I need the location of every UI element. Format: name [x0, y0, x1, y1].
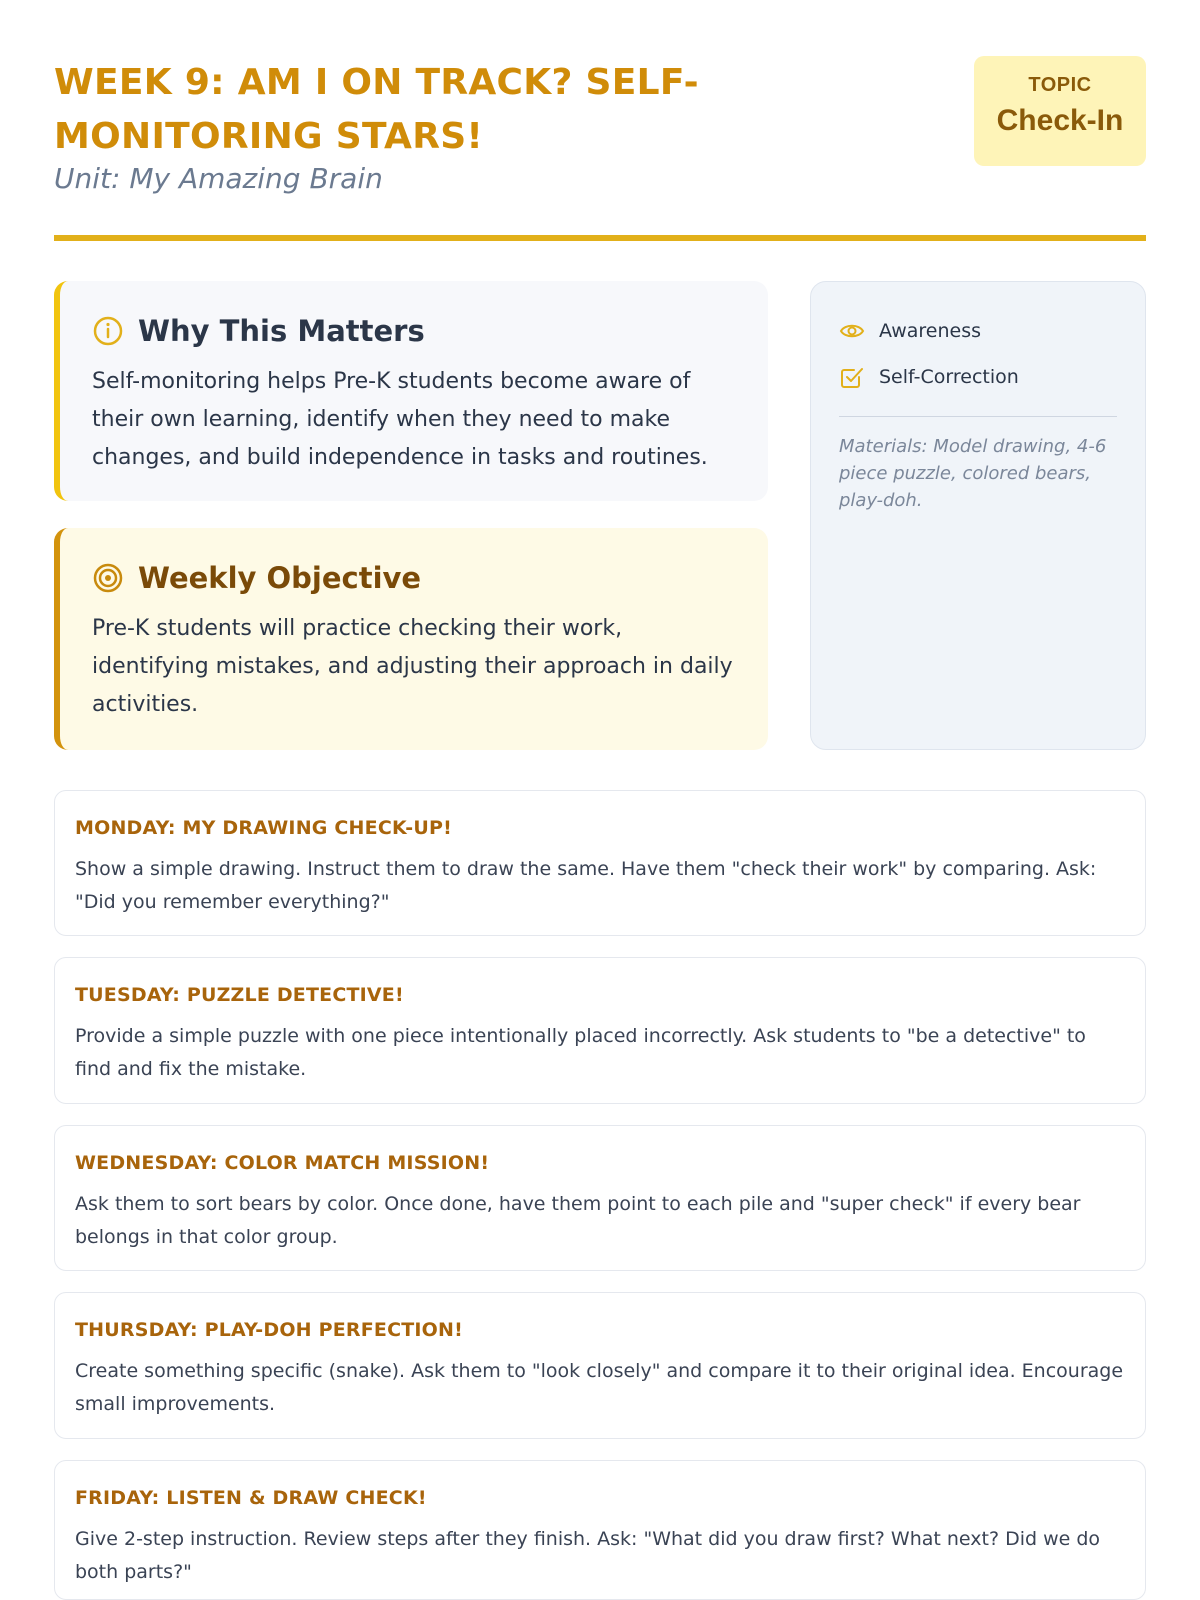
day-card-monday: [54, 790, 1146, 936]
side-item-self-correction: [839, 354, 1117, 400]
eye-icon: [839, 318, 865, 344]
why-title: Why This Matters: [138, 314, 425, 348]
day-text: Show a simple drawing. Instruct them to draw the same. Have them "check their work" by comparing. Ask: "Did you remember everything?": [75, 858, 1097, 913]
lesson-plan-page: [54, 0, 1146, 1600]
page-title: WEEK 9: AM I ON TRACK? SELF-MONITORING STARS!: [54, 62, 699, 157]
day-text: Ask them to sort bears by color. Once done, have them point to each pile and "super check" if every bear belongs in that color group.: [75, 1193, 1081, 1248]
weekly-objective-card: [54, 528, 768, 750]
side-item-label: Awareness: [879, 320, 982, 342]
objective-title: Weekly Objective: [138, 561, 422, 595]
topic-value: Check-In: [996, 104, 1124, 137]
side-item-label: Self-Correction: [879, 366, 1019, 388]
day-title: MONDAY: MY DRAWING CHECK-UP!: [75, 817, 452, 839]
day-card-tuesday: [54, 957, 1146, 1104]
why-text: Self-monitoring helps Pre-K students become aware of their own learning, identify when they need to make changes, and build independence in tasks and routines.: [92, 369, 708, 470]
side-item-awareness: [839, 308, 1117, 354]
objective-text: Pre-K students will practice checking their work, identifying mistakes, and adjusting their approach in daily activities.: [92, 616, 733, 717]
unit-subtitle: Unit: My Amazing Brain: [54, 162, 383, 195]
day-card-friday: [54, 1460, 1146, 1600]
day-title: FRIDAY: LISTEN & DRAW CHECK!: [75, 1487, 427, 1509]
day-card-wednesday: [54, 1125, 1146, 1271]
topic-badge: [974, 56, 1146, 166]
why-this-matters-card: [54, 281, 768, 501]
checkbox-icon: [839, 364, 865, 390]
day-title: THURSDAY: PLAY-DOH PERFECTION!: [75, 1319, 463, 1341]
day-title: TUESDAY: PUZZLE DETECTIVE!: [75, 984, 404, 1006]
target-icon: [92, 562, 124, 594]
day-text: Create something specific (snake). Ask them to "look closely" and compare it to their original idea. Encourage small improvements.: [75, 1360, 1124, 1415]
side-panel: [810, 281, 1146, 750]
day-text: Give 2-step instruction. Review steps after they finish. Ask: "What did you draw first? What next? Did we do both parts?": [75, 1528, 1101, 1583]
day-title: WEDNESDAY: COLOR MATCH MISSION!: [75, 1152, 490, 1174]
side-divider: [839, 416, 1117, 417]
topic-label: TOPIC: [1028, 74, 1092, 96]
day-text: Provide a simple puzzle with one piece intentionally placed incorrectly. Ask students to "be a detective" to find and fix the mistake.: [75, 1025, 1086, 1080]
info-icon: [92, 315, 124, 347]
materials-note: Materials: Model drawing, 4-6 piece puzzle, colored bears, play-doh.: [839, 436, 1107, 511]
day-card-thursday: [54, 1292, 1146, 1439]
page-header: [54, 56, 1146, 241]
